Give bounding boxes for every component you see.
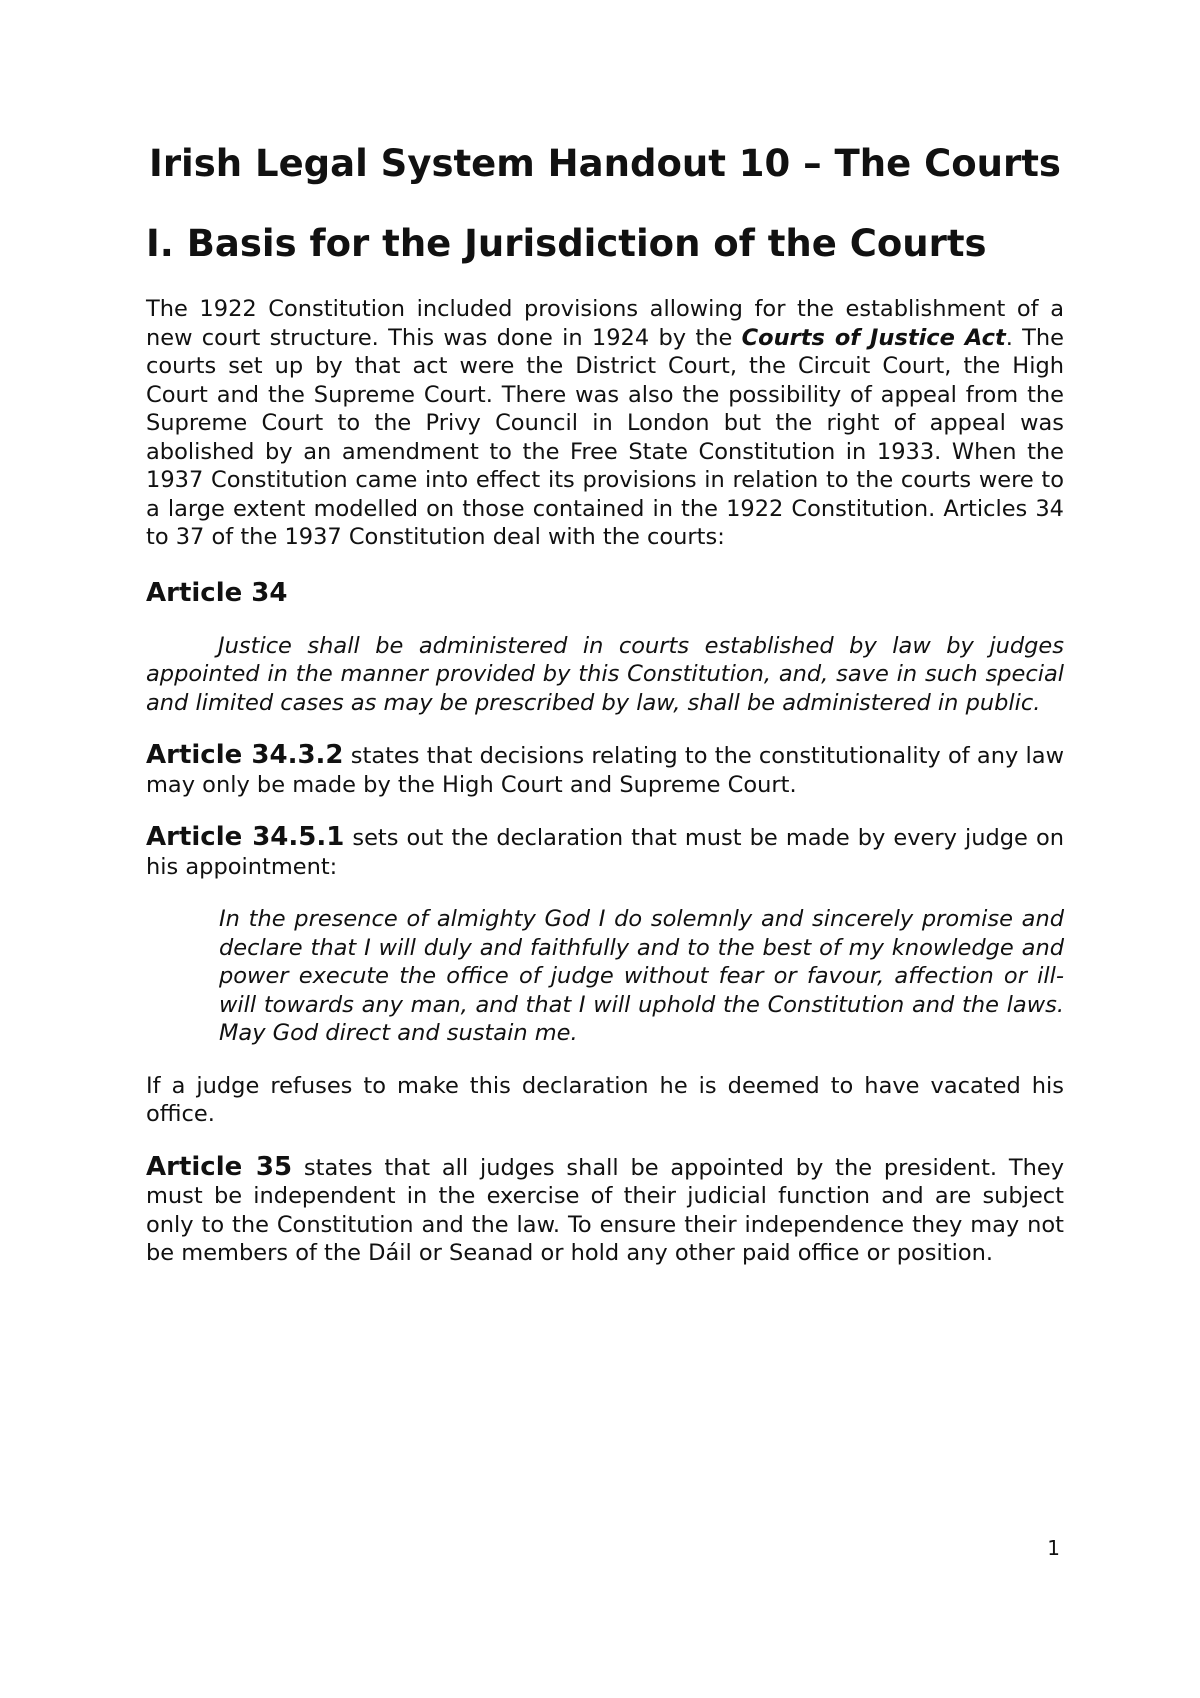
article-34-quote: Justice shall be administered in courts established by law by judges appointed in the manner provided by this Constitution, and, save in such special and limited cases as may be prescribed by law, shall be administered in public.	[146, 632, 1064, 716]
article-34-5-1-label: Article 34.5.1	[146, 822, 345, 852]
courts-of-justice-act: Courts of Justice Act	[741, 324, 1006, 351]
refusal-paragraph: If a judge refuses to make this declaration he is deemed to have vacated his office.	[146, 1072, 1064, 1127]
article-34-3-2-text: states that decisions relating to the constitutionality of any law may only be made by the High Court and Supreme Court.	[146, 743, 1064, 798]
article-34-3-2-paragraph	[146, 741, 1064, 799]
article-34-5-1-paragraph	[146, 823, 1064, 881]
document-title: Irish Legal System Handout 10 – The Courts	[149, 142, 1061, 185]
article-34-5-1-text: sets out the declaration that must be made by every judge on his appointment:	[146, 825, 1064, 880]
intro-text-part1: The 1922 Constitution included provisions allowing for the establishment of a new court structure. This was done in 1924 by the	[146, 296, 1064, 351]
section-heading: I. Basis for the Jurisdiction of the Courts	[146, 222, 987, 265]
page-number: 1	[1047, 1536, 1060, 1560]
article-35-label: Article 35	[146, 1151, 293, 1182]
intro-paragraph	[146, 295, 1064, 552]
intro-text-part2: . The courts set up by that act were the District Court, the Circuit Court, the High Court and the Supreme Court. There was also the possibility of appeal from the Supreme Court to the Privy Council in London but the right of appeal was abolished by an amendment to the Free State Constitution in 1933. When the 1937 Constitution came into effect its provisions in relation to the courts were to a large extent modelled on those contained in the 1922 Constitution. Articles 34 to 37 of the 1937 Constitution deal with the courts:	[146, 324, 1065, 550]
document-page	[146, 140, 1064, 1292]
article-35-text: states that all judges shall be appointed by the president. They must be independent in the exercise of their judicial function and are subject only to the Constitution and the law. To ensure their independence they may not be members of the Dáil or Seanad or hold any other paid office or position.	[146, 1154, 1065, 1266]
article-35-paragraph	[146, 1153, 1064, 1268]
judicial-declaration-quote: In the presence of almighty God I do solemnly and sincerely promise and declare that I will duly and faithfully and to the best of my knowledge and power execute the office of judge without fear or favour, affection or ill-will towards any man, and that I will uphold the Constitution and the laws. May God direct and sustain me.	[219, 906, 1064, 1046]
article-34-heading: Article 34	[146, 577, 288, 608]
article-34-3-2-label: Article 34.3.2	[146, 740, 344, 770]
